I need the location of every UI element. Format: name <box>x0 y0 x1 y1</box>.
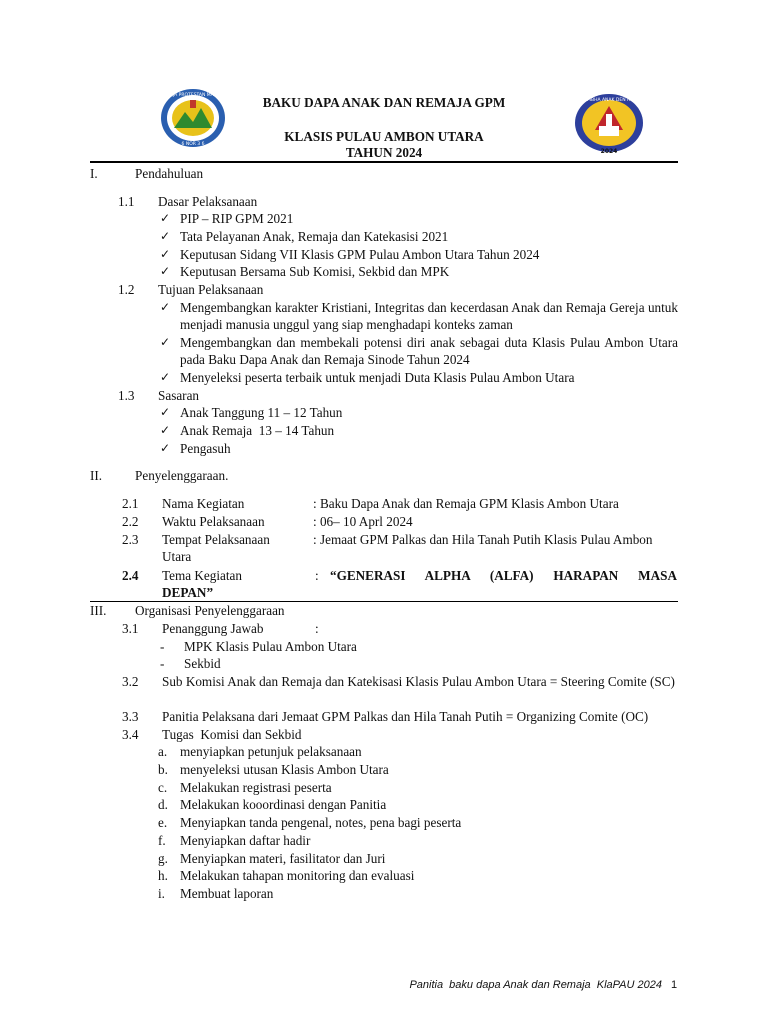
subsection-text: Panitia Pelaksana dari Jemaat GPM Palkas dan Hila Tanah Putih = Organizing Comite (OC) <box>162 709 649 724</box>
list-letter: b. <box>158 762 168 777</box>
list-letter: d. <box>158 797 168 812</box>
list-item: Keputusan Sidang VII Klasis GPM Pulau Ambon Utara Tahun 2024 <box>180 247 540 262</box>
subsection-title: Tujuan Pelaksanaan <box>158 282 264 297</box>
list-item: Keputusan Bersama Sub Komisi, Sekbid dan MPK <box>180 264 450 279</box>
list-letter: h. <box>158 868 168 883</box>
list-item: Sekbid <box>184 656 221 671</box>
subsection-number: 3.4 <box>122 727 139 742</box>
subsection-title: Sasaran <box>158 388 200 403</box>
row-value: : Jemaat GPM Palkas dan Hila Tanah Putih Klasis Pulau Ambon <box>313 532 653 547</box>
row-label: Nama Kegiatan <box>162 496 245 511</box>
section-title: Penyelenggaraan. <box>135 468 229 483</box>
row-number: 2.1 <box>122 496 139 511</box>
list-letter: a. <box>158 744 168 759</box>
section-number: II. <box>90 468 103 483</box>
header-year: TAHUN 2024 <box>345 145 423 160</box>
header-klasis: KLASIS PULAU AMBON UTARA <box>284 129 484 144</box>
check-icon: ✓ <box>160 335 171 349</box>
list-letter: c. <box>158 780 168 795</box>
check-icon: ✓ <box>160 441 171 455</box>
section-number: I. <box>90 166 98 181</box>
list-letter: f. <box>158 833 166 848</box>
section-title: Pendahuluan <box>135 166 204 181</box>
check-icon: ✓ <box>160 423 171 437</box>
list-item: Tata Pelayanan Anak, Remaja dan Katekasisi 2021 <box>180 229 449 244</box>
list-item: Menyiapkan materi, fasilitator dan Juri <box>180 851 386 866</box>
row-number: 2.2 <box>122 514 139 529</box>
list-item: MPK Klasis Pulau Ambon Utara <box>184 639 357 654</box>
row-value: : Baku Dapa Anak dan Remaja GPM Klasis Ambon Utara <box>313 496 619 511</box>
subsection-number: 3.2 <box>122 674 139 689</box>
page-number: 1 <box>671 979 678 991</box>
subsection-number: 3.1 <box>122 621 139 636</box>
list-item: Menyiapkan tanda pengenal, notes, pena bagi peserta <box>180 815 462 830</box>
list-item: Menyiapkan daftar hadir <box>180 833 311 848</box>
subsection-title: Dasar Pelaksanaan <box>158 194 258 209</box>
row-label-cont: Utara <box>162 549 192 564</box>
list-item: Menyeleksi peserta terbaik untuk menjadi Duta Klasis Pulau Ambon Utara <box>180 370 575 385</box>
list-letter: e. <box>158 815 168 830</box>
list-item: Anak Tanggung 11 – 12 Tahun <box>180 405 343 420</box>
row-number: 2.3 <box>122 532 139 547</box>
row-value: : 06– 10 Aprl 2024 <box>313 514 413 529</box>
dash-marker: - <box>160 639 165 654</box>
event-logo-top-text: MARUMBHA ANAK DEN REMAJA <box>573 98 645 103</box>
row-number: 2.4 <box>122 568 139 583</box>
event-logo-year: 2024 <box>600 148 618 155</box>
list-item: Anak Remaja 13 – 14 Tahun <box>180 423 335 438</box>
subsection-number: 1.2 <box>118 282 135 297</box>
gpm-logo-bottom-text: 6 NOR 3 6 <box>181 142 205 147</box>
theme-value: “GENERASI ALPHA (ALFA) HARAPAN MASA DEPAN” <box>162 568 677 600</box>
list-item: Mengembangkan karakter Kristiani, Integritas dan kecerdasan Anak dan Remaja Gereja untuk menjadi manusia unggul yang siap menghadapi konteks zaman <box>180 300 678 332</box>
check-icon: ✓ <box>160 300 171 314</box>
list-item: Pengasuh <box>180 441 231 456</box>
list-item: Membuat laporan <box>180 886 274 901</box>
check-icon: ✓ <box>160 370 171 384</box>
event-logo <box>573 92 645 156</box>
list-item: PIP – RIP GPM 2021 <box>180 211 294 226</box>
check-icon: ✓ <box>160 247 171 261</box>
check-icon: ✓ <box>160 211 171 225</box>
row-label: Waktu Pelaksanaan <box>162 514 265 529</box>
gpm-logo-top-text: GEREJA PROTESTAN MALUKU <box>160 93 226 98</box>
list-item: Melakukan kooordinasi dengan Panitia <box>180 797 387 812</box>
check-icon: ✓ <box>160 405 171 419</box>
subsection-colon: : <box>315 621 319 636</box>
list-item: Mengembangkan dan membekali potensi diri anak sebagai duta Klasis Pulau Ambon Utara pada Baku Dapa Anak dan Remaja Sinode Tahun 2024 <box>180 335 678 367</box>
subsection-title: Penanggung Jawab <box>162 621 264 636</box>
subsection-number: 3.3 <box>122 709 139 724</box>
gpm-logo <box>160 88 226 148</box>
section-number: III. <box>90 603 107 618</box>
subsection-number: 1.3 <box>118 388 135 403</box>
subsection-title: Tugas Komisi dan Sekbid <box>162 727 302 742</box>
list-item: menyeleksi utusan Klasis Ambon Utara <box>180 762 389 777</box>
header-title: BAKU DAPA ANAK DAN REMAJA GPM <box>262 95 506 110</box>
footer-text: Panitia baku dapa Anak dan Remaja KlaPAU 2024 <box>409 979 662 991</box>
list-letter: i. <box>158 886 165 901</box>
list-item: Melakukan registrasi peserta <box>180 780 332 795</box>
header-rule <box>90 161 678 163</box>
check-icon: ✓ <box>160 264 171 278</box>
list-letter: g. <box>158 851 168 866</box>
row-label: Tempat Pelaksanaan <box>162 532 270 547</box>
list-item: menyiapkan petunjuk pelaksanaan <box>180 744 362 759</box>
section-title: Organisasi Penyelenggaraan <box>135 603 285 618</box>
list-item: Melakukan tahapan monitoring dan evaluasi <box>180 868 415 883</box>
subsection-text: Sub Komisi Anak dan Remaja dan Katekisasi Klasis Pulau Ambon Utara = Steering Comite (SC) <box>162 674 675 689</box>
subsection-number: 1.1 <box>118 194 135 209</box>
check-icon: ✓ <box>160 229 171 243</box>
row-colon: : <box>315 568 319 583</box>
dash-marker: - <box>160 656 165 671</box>
row-label: Tema Kegiatan <box>162 568 242 583</box>
